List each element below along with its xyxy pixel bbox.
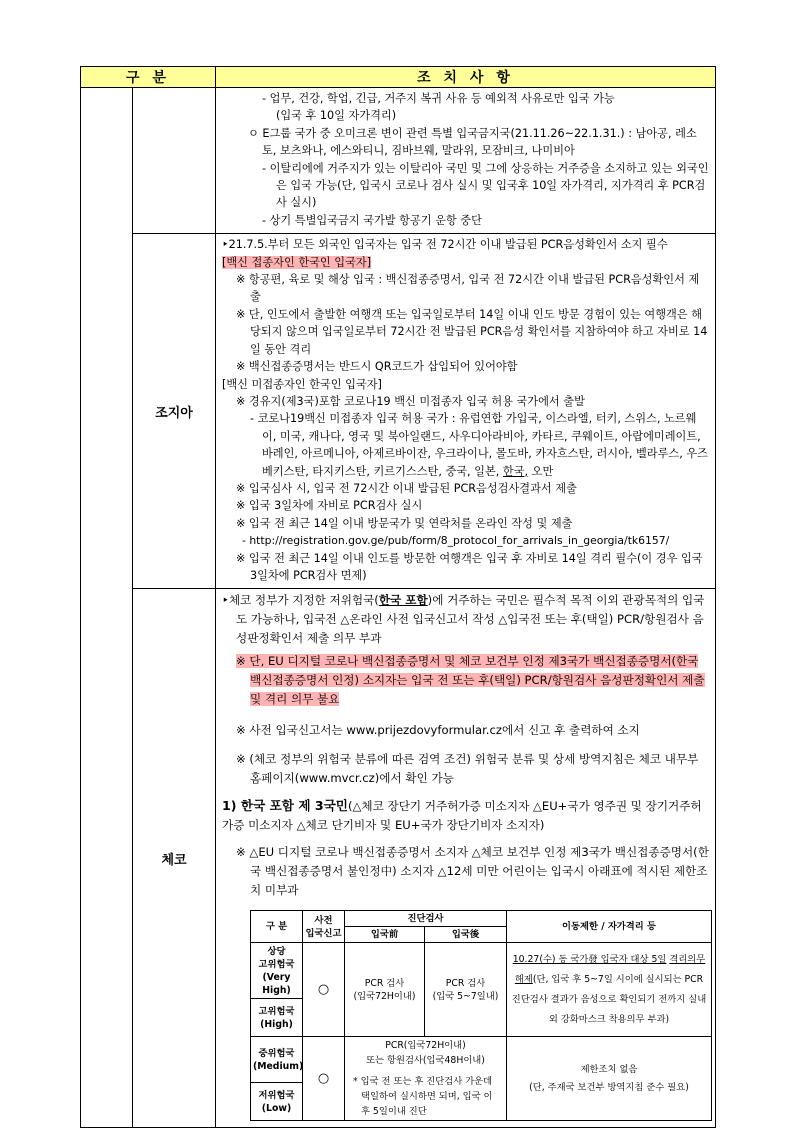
- czech-content: [216, 589, 716, 1128]
- level-medium: 중위험국 (Medium): [251, 1037, 303, 1082]
- vaccinated-title: [백신 접종자인 한국인 입국자]: [222, 255, 372, 269]
- text-line: ※ 단, 인도에서 출발한 여행객 또는 입국일로부터 14일 이내 인도 방문 경험이 있는 여행객은 해당되지 않으며 입국일로부터 72시간 전 발급된 PCR음성 확인서를 지참하여야 하고 자비로 14일 동안 격리: [236, 307, 708, 356]
- text-line: ※ 입국 전 최근 14일 이내 인도를 방문한 여행객은 입국 후 자비로 14일 격리 필수(이 경우 입국 3일차에 PCR검사 면제): [236, 551, 703, 582]
- table-header: [81, 67, 716, 88]
- text-line: ※ (체코 정부의 위험국 분류에 따른 검역 조건) 위험국 분류 및 상세 방역지침은 체코 내무부 홈페이지(www.mvcr.cz)에서 확인 가능: [236, 752, 699, 786]
- text-line: (입국 후 10일 자가격리): [276, 109, 397, 123]
- level-high: 고위험국 (High): [251, 999, 303, 1037]
- text-line: ※ 경유지(제3국)포함 코로나19 백신 미접종자 입국 허용 국가에서 출발: [236, 394, 585, 408]
- eu-certificate-note: ※ 단, EU 디지털 코로나 백신접종증명서 및 체코 보건부 인정 제3국가 백신접종증명서(한국 백신접종증명서 인정) 소지자는 입국 전 또는 후(택일) PCR/항원검사 음성판정확인서 제출 및 격리 의무 불요: [236, 654, 705, 707]
- text-line: ※ 입국심사 시, 입국 전 72시간 이내 발급된 PCR음성검사결과서 제출: [236, 481, 577, 495]
- czech-intro: ‣체코 정부가 지정한 저위험국(한국 포함)에 거주하는 국민은 필수적 목적 이외 관광목적의 입국도 가능하나, 입국전 △온라인 사전 입국신고서 작성 △입국전 또는 후(택일) PCR/항원검사 음성판정확인서 제출 의무 부과: [222, 593, 705, 646]
- text-line: ※ △EU 디지털 코로나 백신접종증명서 소지자 △체코 보건부 인정 제3국가 백신접종증명서(한국 백신접종증명서 불인정中) 소지자 △12세 미만 어린이는 입국시 아래표에 적시된 제한조치 미부과: [236, 845, 709, 898]
- text-line: - 업무, 건강, 학업, 긴급, 거주지 복귀 사유 등 예외적 사유로만 입국 가능: [262, 92, 615, 105]
- th-restriction: 이동제한 / 자가격리 등: [507, 911, 712, 943]
- th-after: 입국後: [425, 927, 507, 943]
- czech-row: [81, 589, 716, 1128]
- text-line: ※ 항공편, 육로 및 해상 입국 : 백신접종증명서, 입국 전 72시간 이내 발급된 PCR음성확인서 제출: [236, 273, 700, 304]
- th-category: 구 분: [251, 911, 303, 943]
- text-line: ※ 사전 입국신고서는 www.prijezdovyformular.cz에서 신고 후 출력하여 소지: [236, 723, 640, 738]
- level-very-high: 상당 고위험국 (Very High): [251, 943, 303, 999]
- text-line: - 상기 특별입국금지 국가발 항공기 운항 중단: [262, 213, 482, 227]
- country-georgia: 조지아: [133, 234, 216, 589]
- high-test-after: PCR 검사 (입국 5~7일내): [425, 943, 507, 1037]
- continued-country-cell: [133, 88, 216, 234]
- th-precheck: 사전 입국신고: [303, 911, 345, 943]
- text-line: ※ 입국 전 최근 14일 이내 방문국가 및 연락처를 온라인 작성 및 제출: [236, 516, 573, 530]
- th-before: 입국前: [345, 927, 425, 943]
- text-line: ㅇ E그룹 국가 중 오미크론 변이 관련 특별 입국금지국(21.11.26~22.1.31.) : 남아공, 레소토, 보츠와나, 에스와티니, 짐바브웨, 말라위, 모잠비크, 나미비아: [248, 126, 697, 158]
- country-czech: 체코: [133, 589, 216, 1128]
- th-test: 진단검사: [345, 911, 507, 927]
- georgia-intro: ‣21.7.5.부터 모든 외국인 입국자는 입국 전 72시간 이내 발급된 PCR음성확인서 소지 필수: [222, 238, 668, 252]
- section-title: 1) 한국 포함 제 3국민(△체코 장단기 거주허가증 미소지자 △EU+국가 영주권 및 장기거주허가증 미소지자 △체코 단기비자 및 EU+국가 장단기비자 소지자): [222, 798, 702, 833]
- continued-row: [81, 88, 716, 234]
- precheck-circle: ○: [303, 943, 345, 1037]
- level-low: 저위험국 (Low): [251, 1082, 303, 1121]
- low-restriction: 제한조치 없음 (단, 주재국 보건부 방역지침 준수 필요): [507, 1037, 712, 1121]
- text-line: ※ 입국 3일차에 자비로 PCR검사 실시: [236, 499, 423, 513]
- georgia-content: [216, 234, 716, 589]
- text-line: ※ 백신접종증명서는 반드시 QR코드가 삽입되어 있어야함: [236, 360, 518, 374]
- registration-link[interactable]: - http://registration.gov.ge/pub/form/8_protocol_for_arrivals_in_georgia/tk6157/: [242, 534, 670, 548]
- text-line: - 이탈리에에 거주지가 있는 이탈리아 국민 및 그에 상응하는 거주증을 소지하고 있는 외국인은 입국 가능(단, 입국시 코로나 검사 실시 및 입국후 10일 자가격리, 지가격리 후 PCR검사 실시): [262, 161, 709, 210]
- high-test-before: PCR 검사 (입국72H이내): [345, 943, 425, 1037]
- header-category: 구 분: [81, 67, 216, 88]
- georgia-row: [81, 234, 716, 589]
- measures-table: [80, 66, 716, 1128]
- risk-level-table: [250, 910, 712, 1121]
- countries-list: - 코로나19백신 미접종자 입국 허용 국가 : 유럽연합 가입국, 이스라엘, 터키, 스위스, 노르웨이, 미국, 캐나다, 영국 및 북아일랜드, 사우디아라비아, 카타르, 쿠웨이트, 아랍에미레이트, 바레인, 아르메니아, 아제르바이잔, 우크라이나, 몰도바, 카자흐스탄, 러시아, 벨라루스, 우즈베키스탄, 타지키스탄, 키르기스스탄, 중국, 일본, 한국, 오만: [250, 412, 708, 478]
- unvaccinated-title: [백신 미접종자인 한국인 입국자]: [222, 377, 382, 391]
- precheck-circle: ○: [303, 1037, 345, 1121]
- high-restriction: 10.27(수) 동 국가發 입국자 대상 5일 격리의무 해제(단, 입국 후 5~7일 시이에 실시되는 PCR 진단검사 결과가 음성으로 확인되기 전까지 실내외 강화마스크 착용의무 부과): [507, 943, 712, 1037]
- continued-content: [216, 88, 716, 234]
- region-cell: [81, 88, 133, 1128]
- low-test: PCR(입국72H이내) 또는 항원검사(입국48H이내) * 입국 전 또는 후 진단검사 가운데 택일하여 실시하면 되며, 입국 이후 5일이내 진단: [345, 1037, 507, 1121]
- header-measures: 조 치 사 항: [216, 67, 716, 88]
